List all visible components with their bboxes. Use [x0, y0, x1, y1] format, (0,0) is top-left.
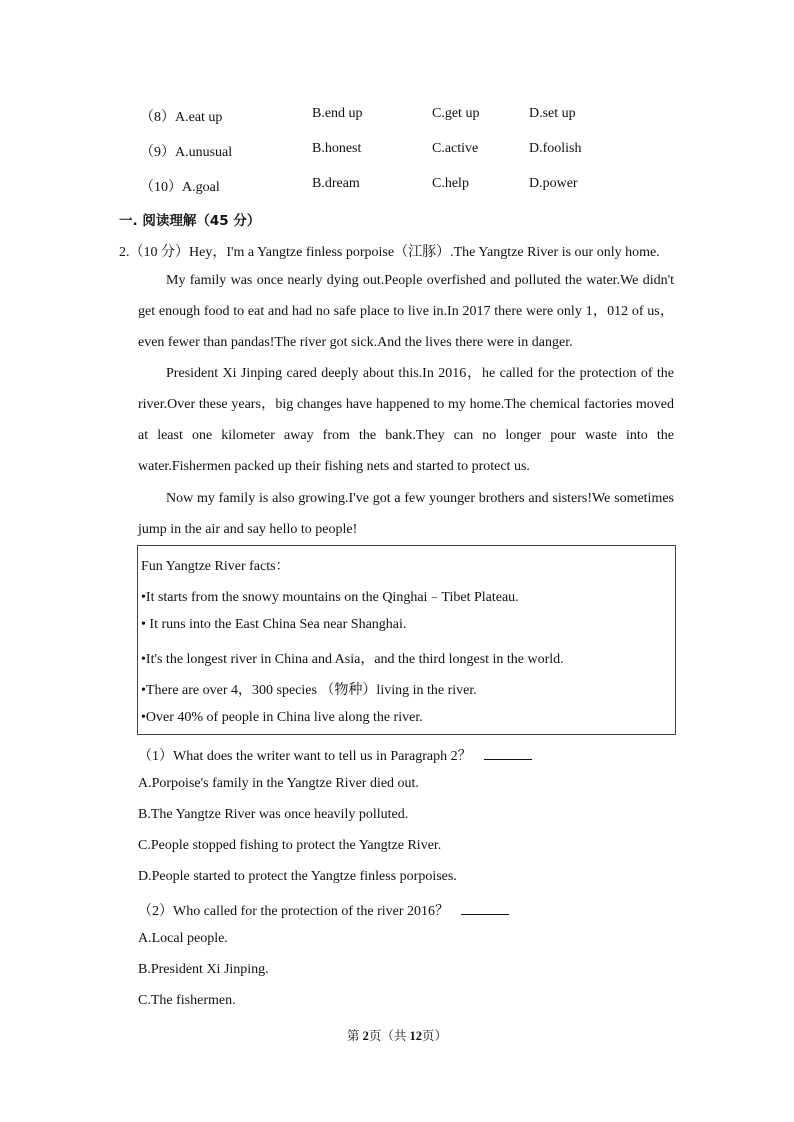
option-a: （9）A.unusual	[140, 145, 233, 160]
fact-item: •It starts from the snowy mountains on the Qinghai﹣Tibet Plateau.	[141, 590, 519, 605]
facts-box	[137, 545, 676, 735]
answer-blank[interactable]	[461, 902, 509, 915]
fact-item: •It's the longest river in China and Asia，and the third longest in the world.	[141, 652, 564, 667]
choice-b: B.President Xi Jinping.	[138, 962, 269, 977]
choice-b: B.The Yangtze River was once heavily polluted.	[138, 807, 409, 822]
section-title: 一. 阅读理解（45 分）	[119, 213, 261, 229]
option-row-8	[140, 106, 740, 126]
option-b: B.end up	[312, 106, 363, 121]
choice-d: D.People started to protect the Yangtze finless porpoises.	[138, 869, 457, 884]
option-d: D.set up	[529, 106, 576, 121]
footer-middle: 页（共	[368, 1029, 410, 1043]
fact-item: • It runs into the East China Sea near Shanghai.	[141, 617, 407, 632]
footer-prefix: 第	[346, 1029, 363, 1043]
option-row-9	[140, 141, 740, 161]
fact-item: •There are over 4，300 species （物种）living in the river.	[141, 683, 477, 698]
page-total: 12	[409, 1029, 422, 1043]
passage-paragraph-2: President Xi Jinping cared deeply about this.In 2016，he called for the protection of the river.Over these years，big changes have happened to my home.The chemical factories moved at least one kilometer away from the bank.They can no longer pour waste into the water.Fishermen packed up their fishing nets and started to protect us.	[138, 366, 674, 474]
fact-item: •Over 40% of people in China live along the river.	[141, 710, 423, 725]
choice-c: C.People stopped fishing to protect the Yangtze River.	[138, 838, 442, 853]
option-a: （10）A.goal	[140, 180, 220, 195]
question-header: 2.（10 分）Hey，I'm a Yangtze finless porpoise（江豚）.The Yangtze River is our only home.	[119, 245, 660, 260]
option-b: B.dream	[312, 176, 360, 191]
choice-a: A.Local people.	[138, 931, 228, 946]
question-2-text: （2）Who called for the protection of the river 2016？	[138, 904, 450, 919]
footer-suffix: 页）	[422, 1029, 448, 1043]
page-number: 2	[362, 1029, 369, 1043]
option-d: D.power	[529, 176, 578, 191]
facts-title: Fun Yangtze River facts：	[141, 559, 290, 574]
option-c: C.active	[432, 141, 479, 156]
option-row-10	[140, 176, 740, 196]
question-1-text: （1）What does the writer want to tell us in Paragraph 2？	[138, 749, 472, 764]
option-a: （8）A.eat up	[140, 110, 223, 125]
option-b: B.honest	[312, 141, 362, 156]
option-d: D.foolish	[529, 141, 582, 156]
passage-paragraph-1: My family was once nearly dying out.People overfished and polluted the water.We didn't get enough food to eat and had no safe place to live in.In 2017 there were only 1，012 of us，even fewer than pandas!The river got sick.And the lives there were in danger.	[138, 273, 674, 350]
answer-blank[interactable]	[484, 747, 532, 760]
option-c: C.get up	[432, 106, 480, 121]
passage-paragraph-3: Now my family is also growing.I've got a few younger brothers and sisters!We sometimes jump in the air and say hello to people!	[138, 491, 674, 537]
choice-c: C.The fishermen.	[138, 993, 236, 1008]
choice-a: A.Porpoise's family in the Yangtze River died out.	[138, 776, 419, 791]
question-2-stem	[138, 900, 509, 920]
question-1-stem	[138, 745, 532, 765]
option-c: C.help	[432, 176, 469, 191]
page-footer	[0, 1026, 794, 1044]
